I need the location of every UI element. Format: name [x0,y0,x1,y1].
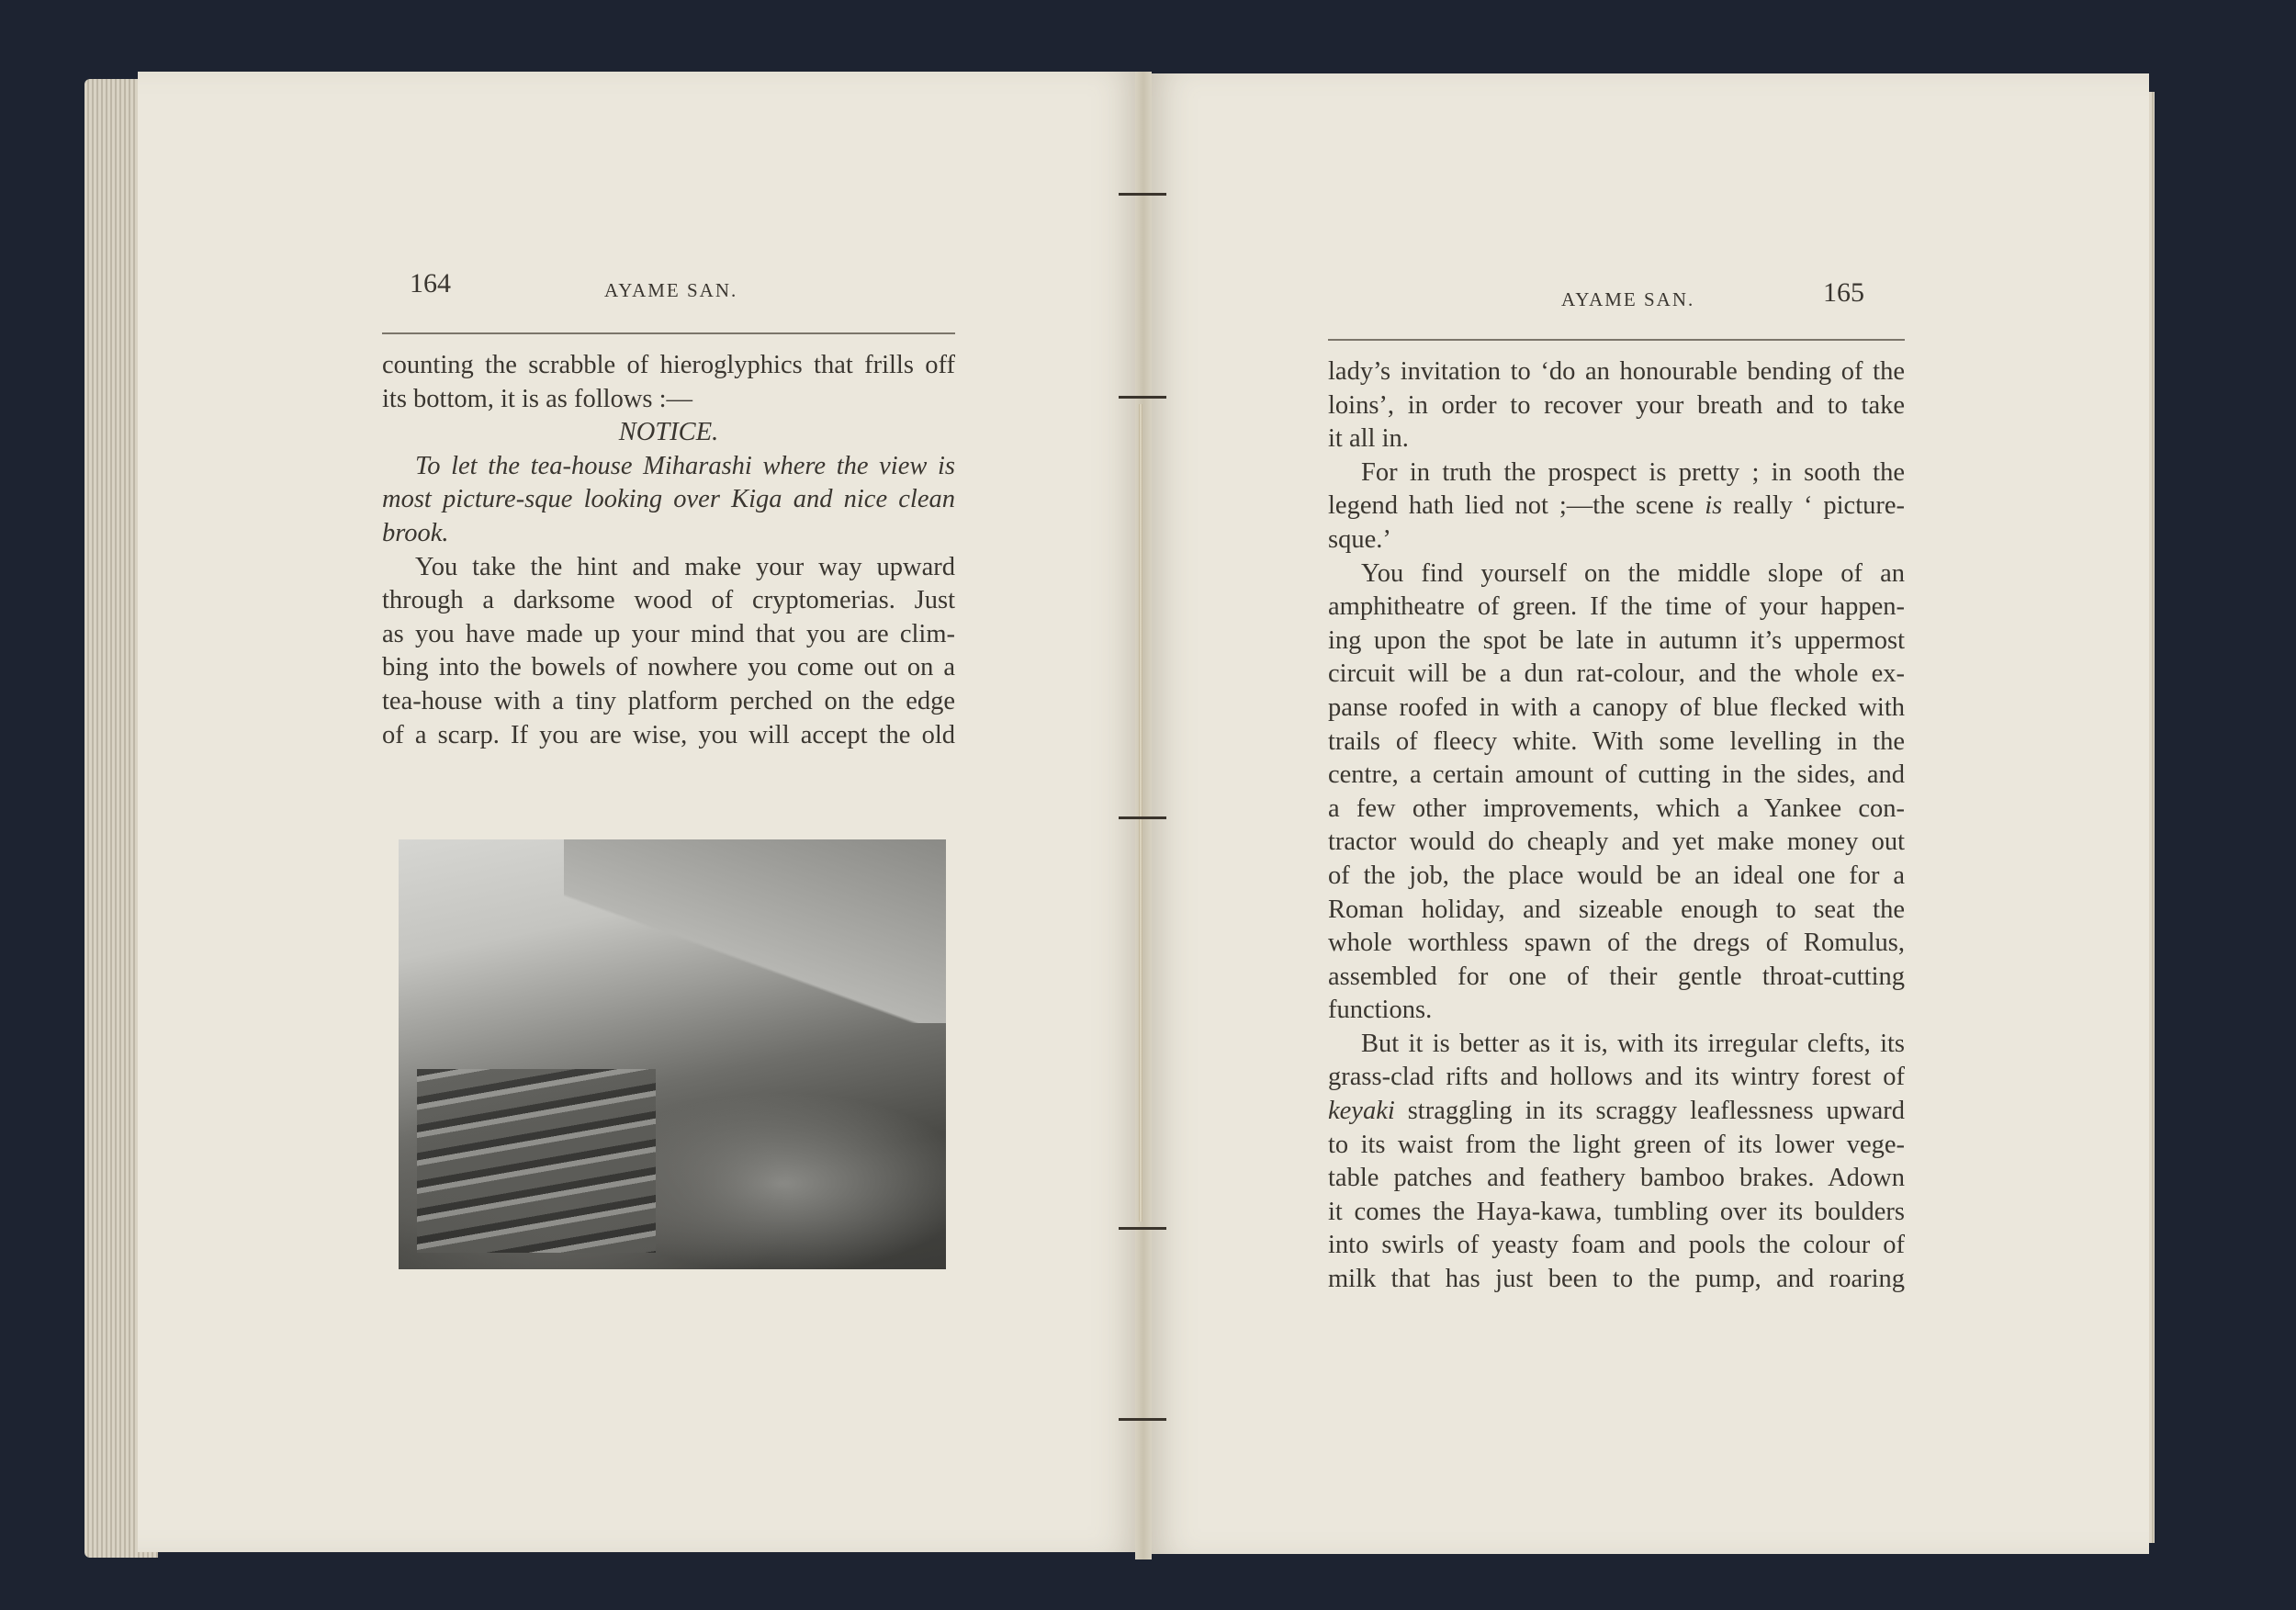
text-line [1328,591,1905,625]
italic-text: is [1705,491,1723,521]
text-line [1328,894,1905,928]
text-segment: tea-house with a tiny platform perched on the edge [382,686,955,715]
text-line [1328,422,1905,456]
binding-stitch [1119,396,1166,399]
mountain-slope [564,839,946,1023]
text-segment: circuit will be a dun rat-colour, and the whole ex- [1328,659,1905,689]
text-line [1328,759,1905,793]
text-segment: But it is better as it is, with its irregular clefts, its [1361,1029,1905,1058]
text-line [1328,1196,1905,1230]
header-rule [1328,339,1905,341]
text-segment: bing into the bowels of nowhere you come out on a [382,653,955,682]
running-head: AYAME SAN. [604,279,738,301]
text-segment: panse roofed in with a canopy of blue flecked with [1328,692,1905,722]
text-line [382,618,955,652]
text-line [1328,625,1905,659]
binding-stitch [1119,816,1166,819]
text-line [1328,1263,1905,1297]
text-segment: lady’s invitation to ‘do an honourable bending of the [1328,357,1905,386]
text-line [1328,1028,1905,1062]
photograph-plate [399,839,946,1269]
binding-stitch [1119,1418,1166,1421]
notice-heading [382,416,955,450]
village-rooftops [417,1069,656,1253]
text-line [1328,1129,1905,1163]
header-rule [382,332,955,334]
binding-thread [1139,404,1142,1222]
binding-stitch [1119,1227,1166,1230]
text-line [382,719,955,753]
text-line [382,450,955,484]
text-segment: legend hath lied not ;—the scene [1328,491,1705,521]
text-segment: really ‘ picture- [1722,491,1906,521]
text-line [1328,860,1905,894]
text-segment: You take the hint and make your way upward [415,552,955,581]
text-segment: straggling in its scraggy leaflessness upward [1394,1097,1905,1126]
binding-stitch [1119,193,1166,196]
text-segment: of a scarp. If you are wise, you will accept the old [382,720,955,749]
text-line [1328,355,1905,389]
text-segment: as you have made up your mind that you are clim- [382,619,955,648]
text-line [1328,490,1905,524]
text-segment: counting the scrabble of hieroglyphics that frills off [382,351,955,379]
text-segment: You find yourself on the middle slope of an [1361,558,1905,588]
text-segment: tractor would do cheaply and yet make money out [1328,828,1905,857]
page-number: 164 [410,268,451,298]
text-segment: to its waist from the light green of its lower vege- [1328,1130,1905,1159]
text-line [1328,524,1905,557]
italic-text: keyaki [1328,1097,1395,1126]
text-segment: assembled for one of their gentle throat-cutting [1328,962,1905,991]
text-segment: functions. [1328,996,1433,1025]
text-segment: trails of fleecy white. With some levelling in the [1328,726,1905,756]
text-line [1328,658,1905,692]
left-text-column [382,349,955,752]
right-text-column [1328,355,1905,1297]
text-line [1328,1061,1905,1095]
text-line [382,517,955,551]
page-number: 165 [1823,277,1864,308]
text-line [1328,961,1905,995]
text-line [382,383,955,417]
text-line [1328,726,1905,760]
text-segment: into swirls of yeasty foam and pools the colour of [1328,1231,1905,1260]
text-line [1328,927,1905,961]
text-line [1328,1095,1905,1129]
text-line [1328,456,1905,490]
text-segment: table patches and feathery bamboo brakes. Adown [1328,1164,1905,1193]
text-segment: ing upon the spot be late in autumn it’s uppermost [1328,625,1905,655]
running-head: AYAME SAN. [1561,288,1695,310]
italic-text: NOTICE. [618,418,719,447]
text-line [1328,1229,1905,1263]
text-line [1328,793,1905,827]
book-gutter [1135,72,1152,1559]
text-segment: loins’, in order to recover your breath and to take [1328,390,1905,420]
text-segment: milk that has just been to the pump, and roaring [1328,1265,1905,1294]
text-line [382,551,955,585]
text-line [1328,389,1905,423]
text-segment: of the job, the place would be an ideal one for a [1328,861,1905,890]
text-segment: its bottom, it is as follows :— [382,384,693,413]
text-line [1328,557,1905,591]
text-line [1328,826,1905,860]
text-segment: centre, a certain amount of cutting in the sides, and [1328,760,1905,790]
italic-text: most picture-sque looking over Kiga and nice clean [382,485,955,514]
italic-text: brook. [382,518,449,547]
italic-text: To let the tea-house Miharashi where the view is [415,451,955,480]
text-line [382,651,955,685]
text-line [382,483,955,517]
text-line [1328,1162,1905,1196]
text-line [382,349,955,383]
text-segment: whole worthless spawn of the dregs of Romulus, [1328,929,1905,958]
text-segment: Roman holiday, and sizeable enough to seat the [1328,895,1905,924]
text-line [1328,994,1905,1028]
text-segment: through a darksome wood of cryptomerias. Just [382,586,955,615]
text-line [382,685,955,719]
text-segment: it comes the Haya-kawa, tumbling over its boulders [1328,1197,1905,1226]
text-segment: For in truth the prospect is pretty ; in sooth the [1361,457,1905,487]
text-segment: amphitheatre of green. If the time of your happen- [1328,592,1905,622]
text-segment: sque.’ [1328,524,1391,554]
text-segment: a few other improvements, which a Yankee con- [1328,794,1905,823]
text-line [382,584,955,618]
text-line [1328,692,1905,726]
text-segment: grass-clad rifts and hollows and its wintry forest of [1328,1063,1905,1092]
text-segment: it all in. [1328,424,1409,454]
